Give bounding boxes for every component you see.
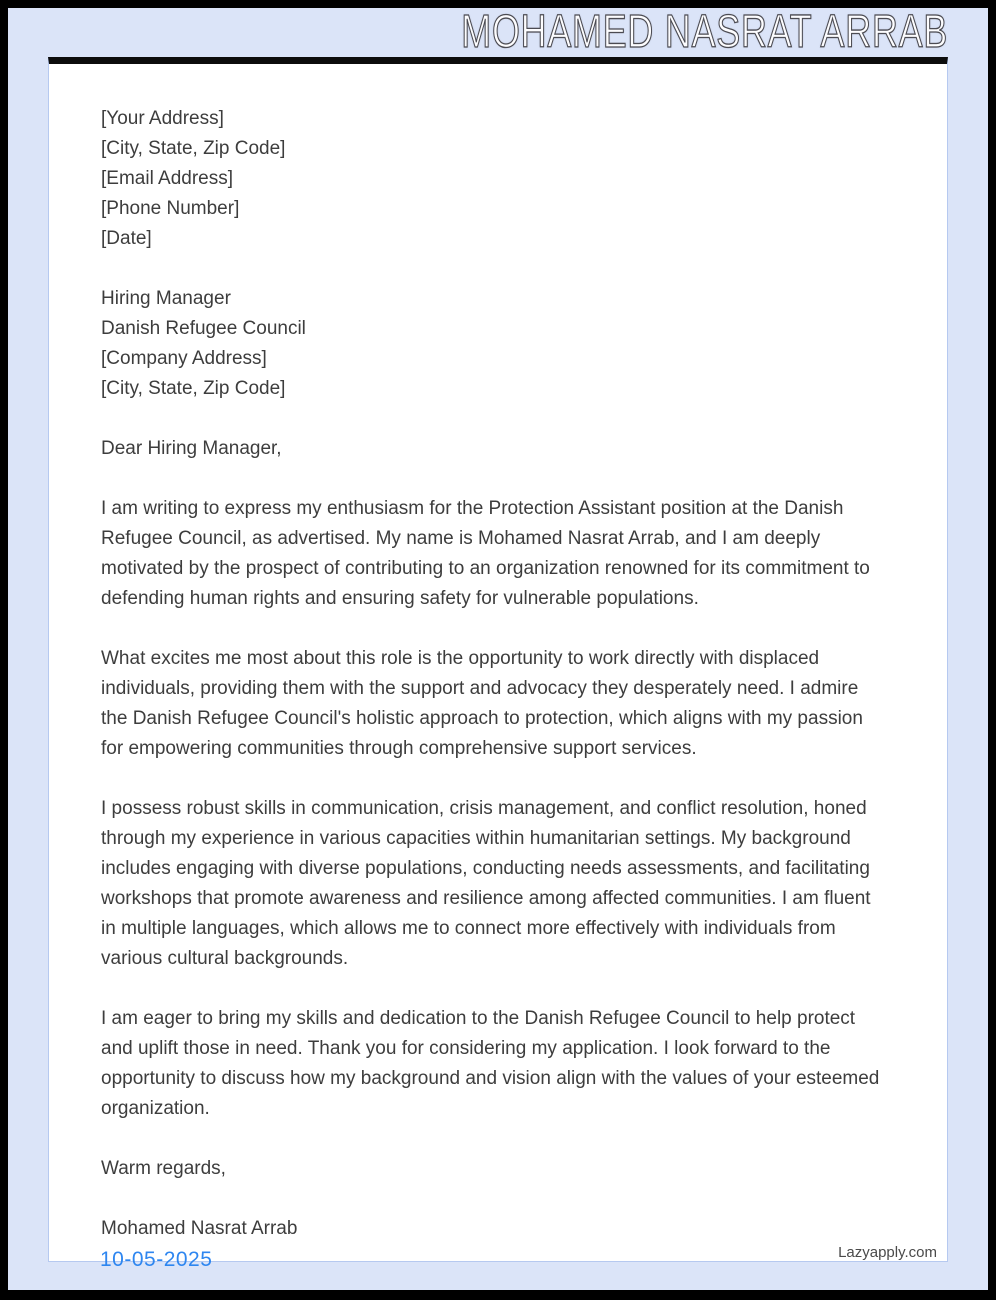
watermark: Lazyapply.com — [838, 1244, 937, 1261]
recipient-org-line: Danish Refugee Council — [101, 318, 306, 339]
body-paragraph-4: I am eager to bring my skills and dedication to the Danish Refugee Council to help protect and uplift those in need. Thank you for considering my application. I look forward to the opportunity to discuss how my background and vision align with the values of your esteemed organization. — [101, 1008, 880, 1119]
recipient-block — [101, 284, 889, 404]
date-stamp: 10-05-2025 — [100, 1248, 213, 1271]
sender-block — [101, 104, 889, 254]
sender-email-line: [Email Address] — [101, 168, 233, 189]
closing-line: Warm regards, — [101, 1158, 226, 1179]
body-paragraph-3: I possess robust skills in communication, crisis management, and conflict resolution, honed through my experience in various capacities within humanitarian settings. My background includes engaging with diverse populations, conducting needs assessments, and facilitating workshops that promote awareness and resilience among affected communities. I am fluent in multiple languages, which allows me to connect more effectively with individuals from various cultural backgrounds. — [101, 798, 871, 969]
salutation: Dear Hiring Manager, — [101, 438, 282, 459]
header-name: MOHAMED NASRAT ARRAB — [461, 5, 948, 57]
recipient-address-line: [Company Address] — [101, 348, 267, 369]
body-paragraph-1: I am writing to express my enthusiasm for the Protection Assistant position at the Danish Refugee Council, as advertised. My name is Mohamed Nasrat Arrab, and I am deeply motivated by the prospect of contributing to an organization renowned for its commitment to defending human rights and ensuring safety for vulnerable populations. — [101, 498, 870, 609]
sender-address-line: [Your Address] — [101, 108, 224, 129]
letter-content — [49, 64, 947, 1261]
sender-date-line: [Date] — [101, 228, 152, 249]
sender-phone-line: [Phone Number] — [101, 198, 240, 219]
letter-page — [48, 57, 948, 1262]
sender-city-line: [City, State, Zip Code] — [101, 138, 286, 159]
recipient-city-line: [City, State, Zip Code] — [101, 378, 286, 399]
document-canvas — [8, 5, 988, 1290]
signature-name: Mohamed Nasrat Arrab — [101, 1218, 298, 1239]
body-paragraph-2: What excites me most about this role is the opportunity to work directly with displaced individuals, providing them with the support and advocacy they desperately need. I admire the Danish Refugee Council's holistic approach to protection, which aligns with my passion for empowering communities through comprehensive support services. — [101, 648, 863, 759]
recipient-title-line: Hiring Manager — [101, 288, 231, 309]
